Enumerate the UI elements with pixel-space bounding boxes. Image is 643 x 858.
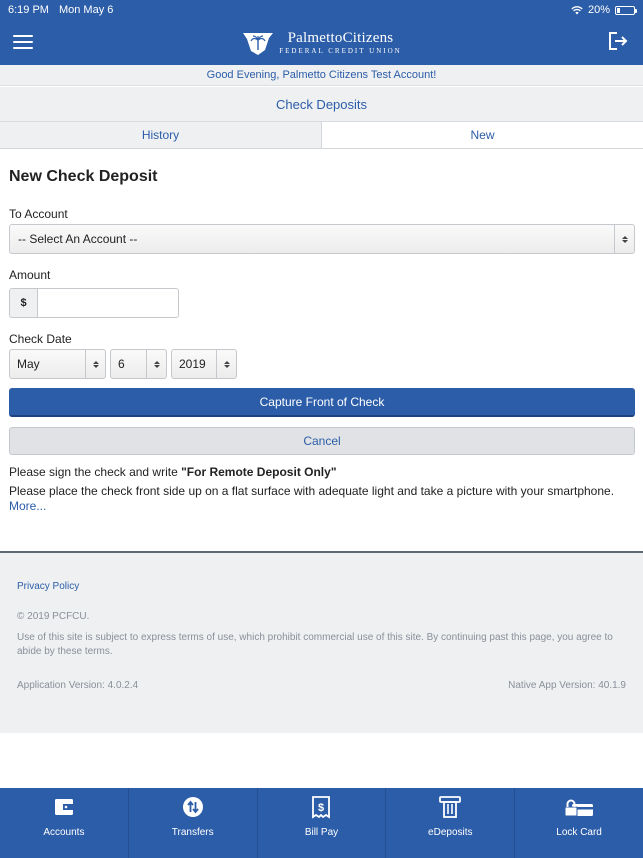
to-account-value: -- Select An Account -- xyxy=(18,232,138,246)
bottom-tab-bar xyxy=(0,788,643,858)
month-select[interactable] xyxy=(9,349,106,379)
logout-icon[interactable] xyxy=(607,30,629,52)
form-heading: New Check Deposit xyxy=(9,168,158,185)
day-select[interactable] xyxy=(110,349,167,379)
day-value: 6 xyxy=(118,357,125,371)
app-header xyxy=(0,20,643,65)
tab-history[interactable]: History xyxy=(0,122,322,148)
wallet-icon xyxy=(52,795,76,819)
tabbar-lock-card[interactable] xyxy=(515,788,643,858)
tabbar-accounts-label: Accounts xyxy=(43,827,85,838)
select-arrows-icon xyxy=(146,350,166,378)
capture-front-button[interactable]: Capture Front of Check xyxy=(9,388,635,417)
privacy-policy-link[interactable]: Privacy Policy xyxy=(17,581,80,592)
amount-input[interactable] xyxy=(37,288,179,318)
sign-instruction xyxy=(9,465,337,479)
remote-deposit-phrase: "For Remote Deposit Only" xyxy=(181,465,337,479)
check-deposit-icon xyxy=(438,795,462,819)
more-link[interactable]: More... xyxy=(9,499,47,513)
cancel-button[interactable]: Cancel xyxy=(9,427,635,455)
status-time: 6:19 PM xyxy=(8,4,49,16)
currency-addon: $ xyxy=(9,288,37,318)
tab-bar xyxy=(0,122,643,149)
check-date-label: Check Date xyxy=(9,332,72,346)
native-app-version: Native App Version: 40.1.9 xyxy=(508,680,626,691)
terms-text: Use of this site is subject to express terms of use, which prohibit commercial use of this site. By continuing past this page, you agree to abide by these terms. xyxy=(17,632,613,657)
amount-label: Amount xyxy=(9,268,51,282)
year-select[interactable] xyxy=(171,349,237,379)
lock-card-icon xyxy=(564,795,594,819)
tabbar-lock-card-label: Lock Card xyxy=(556,827,602,838)
tabbar-edeposits-label: eDeposits xyxy=(428,827,473,838)
select-arrows-icon xyxy=(216,350,236,378)
wifi-icon xyxy=(571,6,583,15)
month-value: May xyxy=(17,357,40,371)
transfer-arrows-icon xyxy=(181,795,205,819)
to-account-label: To Account xyxy=(9,207,68,221)
hamburger-menu-icon[interactable] xyxy=(13,35,33,49)
tabbar-transfers[interactable] xyxy=(129,788,258,858)
tabbar-accounts[interactable] xyxy=(0,788,129,858)
page-title: Check Deposits xyxy=(0,87,643,122)
tabbar-transfers-label: Transfers xyxy=(171,827,214,838)
to-account-select[interactable] xyxy=(9,224,635,254)
status-date: Mon May 6 xyxy=(58,4,114,16)
year-value: 2019 xyxy=(179,357,206,371)
tabbar-bill-pay[interactable] xyxy=(258,788,387,858)
copyright-text: © 2019 PCFCU. xyxy=(17,611,90,622)
svg-text:$: $ xyxy=(318,802,325,814)
select-arrows-icon xyxy=(614,225,634,253)
tabbar-edeposits[interactable] xyxy=(386,788,515,858)
sign-instruction-text: Please sign the check and write xyxy=(9,465,182,479)
amount-group xyxy=(9,288,179,318)
brand-subtitle: FEDERAL CREDIT UNION xyxy=(279,46,402,55)
tabbar-bill-pay-label: Bill Pay xyxy=(304,827,339,838)
photo-instruction: Please place the check front side up on a flat surface with adequate light and take a picture with your smartphone. xyxy=(9,484,615,498)
select-arrows-icon xyxy=(85,350,105,378)
palmetto-tree-icon xyxy=(241,30,275,56)
app-version: Application Version: 4.0.2.4 xyxy=(17,680,139,691)
bill-dollar-icon xyxy=(309,795,333,819)
tab-new[interactable]: New xyxy=(322,122,643,148)
greeting-banner: Good Evening, Palmetto Citizens Test Account! xyxy=(0,65,643,86)
brand-logo xyxy=(241,30,401,56)
brand-name: PalmettoCitizens xyxy=(287,29,394,46)
battery-percent: 20% xyxy=(587,4,610,16)
battery-icon xyxy=(615,6,635,15)
page-footer xyxy=(0,551,643,733)
status-bar xyxy=(0,0,643,20)
